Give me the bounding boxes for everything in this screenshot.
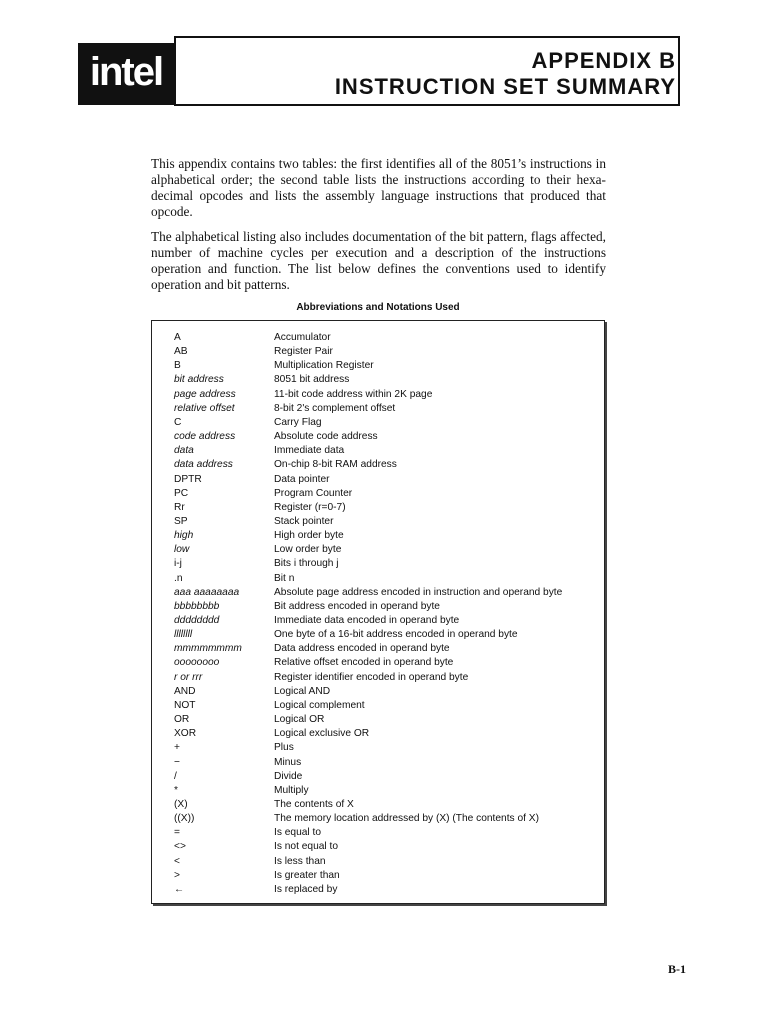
abbreviation-description: 8-bit 2's complement offset bbox=[274, 402, 396, 414]
abbreviation-row bbox=[174, 798, 594, 812]
abbreviation-row bbox=[174, 416, 594, 430]
abbreviation-symbol: Rr bbox=[174, 501, 185, 513]
abbreviation-symbol: PC bbox=[174, 487, 189, 499]
abbreviation-description: 11-bit code address within 2K page bbox=[274, 388, 433, 400]
abbreviation-description: Stack pointer bbox=[274, 515, 334, 527]
logo-text: intel bbox=[89, 49, 163, 94]
abbreviation-symbol: bbbbbbbb bbox=[174, 600, 220, 612]
abbreviation-symbol: <> bbox=[174, 841, 186, 853]
abbreviation-description: Data pointer bbox=[274, 473, 330, 485]
abbreviation-symbol: DPTR bbox=[174, 473, 202, 485]
appendix-subtitle: INSTRUCTION SET SUMMARY bbox=[334, 74, 676, 99]
abbreviation-row bbox=[174, 331, 594, 345]
abbreviation-description: Program Counter bbox=[274, 487, 353, 499]
abbreviation-symbol: code address bbox=[174, 431, 236, 443]
abbreviation-row bbox=[174, 840, 594, 854]
abbreviation-symbol: SP bbox=[174, 515, 188, 527]
abbreviation-row bbox=[174, 727, 594, 741]
abbreviation-description: Carry Flag bbox=[274, 416, 322, 428]
abbreviation-row bbox=[174, 557, 594, 571]
abbreviation-description: Is equal to bbox=[274, 827, 322, 839]
abbreviation-description: Register (r=0-7) bbox=[274, 501, 346, 513]
abbreviation-row bbox=[174, 402, 594, 416]
page-number: B-1 bbox=[668, 962, 686, 976]
abbreviation-description: Logical AND bbox=[274, 685, 331, 697]
abbreviation-description: Multiplication Register bbox=[274, 360, 374, 372]
abbreviation-symbol: (X) bbox=[174, 798, 188, 810]
abbreviation-description: The memory location addressed by (X) (The contents of X) bbox=[274, 813, 539, 825]
abbreviation-description: Immediate data bbox=[274, 445, 345, 457]
abbreviation-symbol: r or rrr bbox=[174, 671, 203, 683]
abbreviation-description: Register identifier encoded in operand byte bbox=[274, 671, 469, 683]
abbreviation-description: Is greater than bbox=[274, 869, 340, 881]
abbreviation-row bbox=[174, 642, 594, 656]
abbreviation-symbol: ← bbox=[174, 883, 185, 895]
abbreviation-symbol: AND bbox=[174, 685, 196, 697]
abbreviation-description: Is replaced by bbox=[274, 883, 338, 895]
abbreviation-symbol: / bbox=[174, 770, 177, 782]
abbreviation-symbol: .n bbox=[174, 572, 183, 584]
abbreviation-row bbox=[174, 586, 594, 600]
abbreviation-row bbox=[174, 345, 594, 359]
abbreviation-symbol: low bbox=[174, 544, 190, 556]
abbreviation-row bbox=[174, 784, 594, 798]
abbreviation-description: Multiply bbox=[274, 784, 309, 796]
abbreviation-symbol: page address bbox=[174, 388, 236, 400]
abbreviation-symbol: data bbox=[174, 445, 194, 457]
abbreviation-symbol: relative offset bbox=[174, 402, 235, 414]
abbreviation-row bbox=[174, 529, 594, 543]
abbreviations-title: Abbreviations and Notations Used bbox=[296, 302, 460, 313]
abbreviation-symbol: XOR bbox=[174, 728, 197, 740]
abbreviation-row bbox=[174, 741, 594, 755]
abbreviation-row bbox=[174, 671, 594, 685]
abbreviation-description: Logical OR bbox=[274, 714, 325, 726]
abbreviation-description: Divide bbox=[274, 770, 303, 782]
abbreviation-row bbox=[174, 543, 594, 557]
abbreviation-row bbox=[174, 515, 594, 529]
abbreviation-symbol: oooooooo bbox=[174, 657, 220, 669]
abbreviation-row bbox=[174, 812, 594, 826]
abbreviation-description: 8051 bit address bbox=[274, 374, 350, 386]
abbreviation-row bbox=[174, 373, 594, 387]
appendix-title: APPENDIX B bbox=[531, 48, 676, 73]
abbreviation-symbol: − bbox=[174, 756, 180, 768]
abbreviations-table bbox=[151, 320, 605, 904]
abbreviation-symbol: mmmmmmmm bbox=[174, 643, 242, 655]
abbreviation-description: On-chip 8-bit RAM address bbox=[274, 459, 397, 471]
abbreviation-symbol: aaa aaaaaaaa bbox=[174, 586, 240, 598]
abbreviation-description: The contents of X bbox=[274, 798, 354, 810]
abbreviation-description: Low order byte bbox=[274, 544, 342, 556]
abbreviation-symbol: > bbox=[174, 869, 180, 881]
conventions-paragraph: The alphabetical listing also includes documentation of the bit pattern, flags affected, number of machine cycles per execution and a description of the instructions operation and function. The list below defines the conventions used to identify operation and bit patterns. bbox=[151, 229, 606, 292]
abbreviation-row bbox=[174, 600, 594, 614]
abbreviation-symbol: C bbox=[174, 416, 182, 428]
abbreviation-row bbox=[174, 359, 594, 373]
abbreviation-row bbox=[174, 388, 594, 402]
abbreviation-description: Is less than bbox=[274, 855, 326, 867]
abbreviation-description: Absolute code address bbox=[274, 431, 378, 443]
intel-logo bbox=[78, 43, 174, 105]
abbreviation-symbol: OR bbox=[174, 714, 190, 726]
abbreviation-description: Bit address encoded in operand byte bbox=[274, 600, 440, 612]
abbreviation-symbol: data address bbox=[174, 459, 233, 471]
abbreviation-description: Logical complement bbox=[274, 699, 365, 711]
abbreviation-description: Data address encoded in operand byte bbox=[274, 643, 450, 655]
abbreviation-symbol: bit address bbox=[174, 374, 224, 386]
abbreviation-row bbox=[174, 501, 594, 515]
intro-paragraph: This appendix contains two tables: the first identifies all of the 8051’s instructions in alphabetical order; the second table lists the instructions according to their hexa-decimal opcodes and lists the assembly language instructions that produced that opcode. bbox=[151, 156, 606, 219]
abbreviation-row bbox=[174, 628, 594, 642]
abbreviation-symbol: + bbox=[174, 742, 180, 754]
abbreviation-symbol: i-j bbox=[174, 558, 182, 570]
abbreviation-symbol: ((X)) bbox=[174, 813, 195, 825]
abbreviation-description: Bits i through j bbox=[274, 558, 339, 570]
abbreviation-description: One byte of a 16-bit address encoded in operand byte bbox=[274, 629, 518, 641]
abbreviation-row bbox=[174, 614, 594, 628]
abbreviation-row bbox=[174, 685, 594, 699]
abbreviation-description: Accumulator bbox=[274, 332, 331, 343]
abbreviation-symbol: llllllll bbox=[174, 629, 193, 641]
abbreviation-row bbox=[174, 458, 594, 472]
abbreviation-description: Bit n bbox=[274, 572, 295, 584]
abbreviation-symbol: * bbox=[174, 784, 178, 796]
abbreviation-symbol: AB bbox=[174, 346, 188, 358]
abbreviation-description: High order byte bbox=[274, 530, 344, 542]
abbreviation-row bbox=[174, 487, 594, 501]
abbreviation-row bbox=[174, 699, 594, 713]
abbreviation-symbol: dddddddd bbox=[174, 615, 220, 626]
abbreviation-row bbox=[174, 869, 594, 883]
abbreviation-row bbox=[174, 430, 594, 444]
abbreviation-description: Immediate data encoded in operand byte bbox=[274, 615, 460, 626]
abbreviation-row bbox=[174, 756, 594, 770]
abbreviation-symbol: NOT bbox=[174, 699, 196, 711]
abbreviation-row bbox=[174, 656, 594, 670]
abbreviation-row bbox=[174, 883, 594, 897]
abbreviation-row bbox=[174, 713, 594, 727]
abbreviation-row bbox=[174, 855, 594, 869]
abbreviation-row bbox=[174, 826, 594, 840]
abbreviation-symbol: A bbox=[174, 332, 181, 343]
abbreviation-row bbox=[174, 473, 594, 487]
abbreviation-symbol: = bbox=[174, 827, 180, 839]
abbreviation-description: Relative offset encoded in operand byte bbox=[274, 657, 454, 669]
abbreviation-row bbox=[174, 572, 594, 586]
abbreviation-description: Minus bbox=[274, 756, 302, 768]
abbreviation-description: Register Pair bbox=[274, 346, 333, 358]
abbreviation-description: Plus bbox=[274, 742, 294, 754]
abbreviation-description: Is not equal to bbox=[274, 841, 339, 853]
abbreviation-description: Absolute page address encoded in instruction and operand byte bbox=[274, 586, 563, 598]
abbreviation-row bbox=[174, 770, 594, 784]
abbreviation-row bbox=[174, 444, 594, 458]
abbreviation-symbol: < bbox=[174, 855, 180, 867]
abbreviation-symbol: B bbox=[174, 360, 181, 372]
abbreviation-description: Logical exclusive OR bbox=[274, 728, 370, 740]
abbreviation-symbol: high bbox=[174, 530, 194, 542]
